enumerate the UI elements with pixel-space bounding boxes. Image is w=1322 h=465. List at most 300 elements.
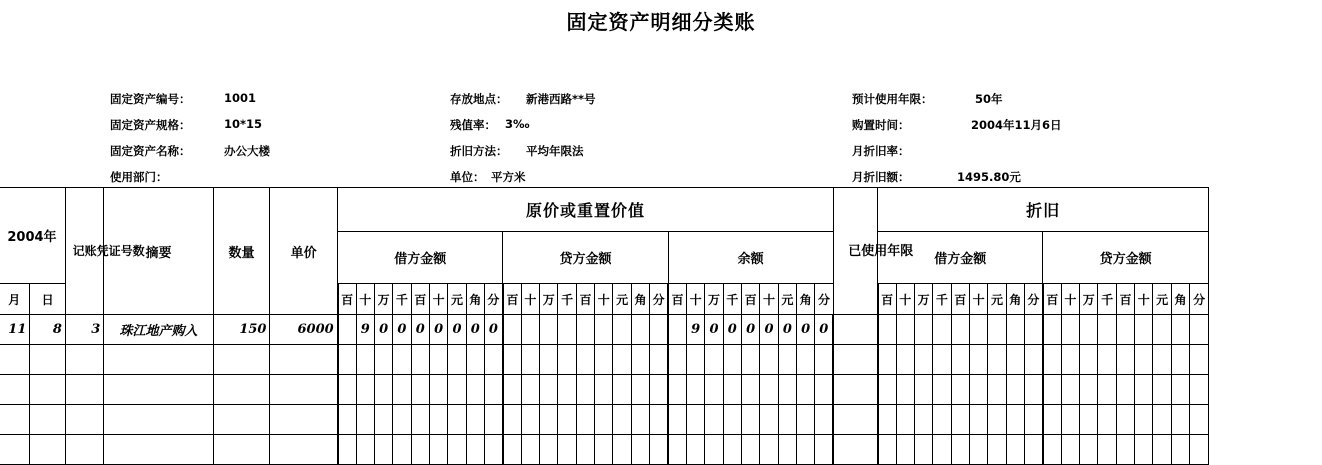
used-years-cell — [833, 435, 877, 465]
voucher-header: 记账凭证号数 — [65, 188, 103, 315]
dep-credit-digit-cell — [1135, 405, 1153, 435]
orig-balance-digit-6: 元 — [778, 284, 796, 315]
orig-balance-digit-cell — [797, 435, 815, 465]
dep-credit-digit-cell — [1043, 315, 1061, 345]
orig-balance-digit-cell: 0 — [815, 315, 833, 345]
monthly-dep-value: 1495.80元 — [957, 170, 1021, 184]
dep-debit-digit-cell — [988, 405, 1006, 435]
voucher-cell — [65, 435, 103, 465]
dep-credit-digit-cell — [1061, 435, 1079, 465]
orig-credit-digit-cell — [650, 405, 668, 435]
dep-credit-digit-cell — [1153, 405, 1171, 435]
unit-value: 平方米 — [491, 170, 526, 184]
life-label: 预计使用年限： — [852, 92, 933, 106]
qty-header: 数量 — [213, 188, 270, 315]
dep-debit-digit-cell — [988, 435, 1006, 465]
day-cell: 8 — [30, 315, 66, 345]
dep-debit-digit-cell — [896, 405, 914, 435]
dep-credit-digit-8: 分 — [1190, 284, 1209, 315]
orig-credit-digit-cell — [595, 435, 613, 465]
dep-credit-digit-cell — [1043, 405, 1061, 435]
orig-debit-digit-4: 百 — [411, 284, 429, 315]
orig-balance-digit-cell — [668, 375, 686, 405]
dep-debit-digit-cell — [914, 435, 932, 465]
orig-credit-digit-cell — [576, 405, 594, 435]
dep-credit-digit-cell — [1153, 345, 1171, 375]
dep-credit-digit-cell — [1043, 375, 1061, 405]
orig-debit-digit-cell — [411, 405, 429, 435]
orig-debit-digit-cell: 0 — [393, 315, 411, 345]
orig-debit-digit-cell — [429, 345, 447, 375]
orig-credit-digit-cell — [576, 435, 594, 465]
orig-debit-digit-cell — [393, 345, 411, 375]
orig-credit-digit-cell — [503, 375, 521, 405]
orig-credit-digit-cell — [650, 375, 668, 405]
orig-balance-digit-cell — [815, 345, 833, 375]
dep-credit-digit-cell — [1098, 315, 1116, 345]
orig-debit-digit-cell — [356, 435, 374, 465]
orig-credit-digit-cell — [631, 435, 649, 465]
qty-cell: 150 — [213, 315, 270, 345]
orig-balance-digit-5: 十 — [760, 284, 778, 315]
orig-credit-digit-cell — [521, 375, 539, 405]
dep-credit-digit-cell — [1135, 345, 1153, 375]
orig-debit-digit-cell — [393, 435, 411, 465]
orig-balance-digit-cell: 0 — [723, 315, 741, 345]
dep-credit-digit-2: 万 — [1080, 284, 1098, 315]
table-row — [0, 405, 1209, 435]
orig-balance-digit-cell — [778, 345, 796, 375]
orig-credit-digit-cell — [595, 315, 613, 345]
year-header: 2004年 — [0, 188, 65, 284]
orig-balance-digit-cell: 0 — [705, 315, 723, 345]
orig-balance-digit-cell — [778, 435, 796, 465]
month-cell — [0, 435, 30, 465]
dep-debit-digit-cell — [933, 405, 951, 435]
dep-credit-digit-3: 千 — [1098, 284, 1116, 315]
day-header: 日 — [30, 284, 66, 315]
orig-debit-digit-cell — [356, 345, 374, 375]
orig-balance-digit-cell: 9 — [686, 315, 704, 345]
dep-debit-digit-cell — [1024, 435, 1042, 465]
orig-balance-digit-cell — [723, 435, 741, 465]
orig-credit-digit-cell — [540, 345, 558, 375]
dep-credit-digit-cell — [1043, 435, 1061, 465]
month-cell — [0, 405, 30, 435]
orig-debit-digit-cell: 9 — [356, 315, 374, 345]
dep-debit-digit-cell — [896, 345, 914, 375]
asset-no-value: 1001 — [224, 91, 257, 105]
orig-credit-digit-1: 十 — [521, 284, 539, 315]
orig-debit-digit-cell — [338, 315, 356, 345]
orig-balance-digit-cell — [686, 405, 704, 435]
orig-credit-digit-cell — [595, 375, 613, 405]
orig-balance-digit-8: 分 — [815, 284, 833, 315]
orig-credit-digit-0: 百 — [503, 284, 521, 315]
orig-balance-digit-2: 万 — [705, 284, 723, 315]
orig-debit-digit-cell — [448, 405, 466, 435]
orig-debit-digit-cell — [466, 375, 484, 405]
orig-debit-digit-cell — [338, 435, 356, 465]
orig-credit-digit-cell — [503, 345, 521, 375]
asset-name-label: 固定资产名称： — [110, 144, 191, 158]
orig-balance-digit-cell: 0 — [778, 315, 796, 345]
dep-debit-digit-cell — [1024, 405, 1042, 435]
table-row — [0, 345, 1209, 375]
orig-credit-digit-cell — [631, 315, 649, 345]
orig-debit-digit-cell: 0 — [484, 315, 502, 345]
asset-name-value: 办公大楼 — [224, 144, 270, 158]
orig-balance-digit-cell — [705, 375, 723, 405]
dep-credit-digit-5: 十 — [1135, 284, 1153, 315]
orig-credit-digit-8: 分 — [650, 284, 668, 315]
orig-debit-digit-cell — [429, 435, 447, 465]
orig-credit-digit-cell — [558, 405, 576, 435]
dep-debit-digit-cell — [969, 375, 987, 405]
orig-credit-digit-cell — [613, 435, 631, 465]
orig-debit-digit-cell: 0 — [411, 315, 429, 345]
orig-balance-digit-cell — [723, 345, 741, 375]
dep-credit-digit-1: 十 — [1061, 284, 1079, 315]
orig-balance-digit-cell — [760, 375, 778, 405]
dep-debit-digit-cell — [878, 405, 896, 435]
dep-debit-digit-cell — [914, 375, 932, 405]
method-value: 平均年限法 — [526, 144, 584, 158]
month-header: 月 — [0, 284, 30, 315]
orig-debit-digit-cell — [338, 375, 356, 405]
price-cell: 6000 — [270, 315, 338, 345]
voucher-cell — [65, 345, 103, 375]
orig-balance-digit-cell — [815, 375, 833, 405]
orig-credit-digit-cell — [503, 405, 521, 435]
orig-debit-digit-cell — [374, 405, 392, 435]
dep-debit-digit-cell — [988, 375, 1006, 405]
summary-cell: 珠江地产购入 — [104, 315, 213, 345]
orig-balance-digit-cell — [741, 405, 759, 435]
orig-balance-digit-3: 千 — [723, 284, 741, 315]
orig-balance-digit-cell — [797, 375, 815, 405]
month-cell — [0, 345, 30, 375]
dep-debit-digit-cell — [1006, 345, 1024, 375]
dep-debit-digit-6: 元 — [988, 284, 1006, 315]
orig-credit-digit-cell — [503, 315, 521, 345]
asset-no-label: 固定资产编号： — [110, 92, 191, 106]
summary-cell — [104, 435, 213, 465]
orig-balance-digit-cell — [741, 435, 759, 465]
dep-debit-digit-cell — [988, 315, 1006, 345]
orig-balance-digit-cell — [723, 405, 741, 435]
dep-debit-digit-cell — [951, 375, 969, 405]
orig-balance-digit-cell: 0 — [760, 315, 778, 345]
dep-debit-digit-cell — [969, 435, 987, 465]
dep-debit-digit-cell — [1024, 315, 1042, 345]
orig-debit-digit-cell — [466, 345, 484, 375]
dep-credit-digit-cell — [1116, 315, 1134, 345]
dep-credit-digit-cell — [1135, 375, 1153, 405]
dep-credit-digit-cell — [1080, 315, 1098, 345]
dep-credit-digit-cell — [1116, 435, 1134, 465]
orig-balance-digit-7: 角 — [797, 284, 815, 315]
orig-debit-digit-3: 千 — [393, 284, 411, 315]
orig-balance-digit-cell — [815, 405, 833, 435]
orig-credit-digit-cell — [631, 405, 649, 435]
orig-debit-digit-cell: 0 — [429, 315, 447, 345]
orig-debit-digit-cell — [411, 375, 429, 405]
dep-debit-digit-cell — [933, 315, 951, 345]
dep-debit-digit-cell — [896, 315, 914, 345]
orig-debit-digit-0: 百 — [338, 284, 356, 315]
table-row — [0, 435, 1209, 465]
dep-debit-digit-4: 百 — [951, 284, 969, 315]
orig-credit-digit-cell — [576, 345, 594, 375]
orig-debit-digit-2: 万 — [374, 284, 392, 315]
purchase-label: 购置时间： — [852, 118, 910, 132]
summary-cell — [104, 405, 213, 435]
orig-balance-digit-cell — [778, 405, 796, 435]
orig-debit-digit-cell — [429, 405, 447, 435]
dep-debit-digit-cell — [1006, 435, 1024, 465]
dep-debit-digit-7: 角 — [1006, 284, 1024, 315]
orig-balance-header: 余额 — [668, 232, 833, 284]
dep-credit-digit-cell — [1061, 375, 1079, 405]
page-title: 固定资产明细分类账 — [566, 10, 756, 34]
dep-credit-digit-4: 百 — [1116, 284, 1134, 315]
orig-credit-digit-cell — [595, 405, 613, 435]
dep-debit-digit-cell — [878, 435, 896, 465]
dep-credit-digit-cell — [1043, 345, 1061, 375]
dep-credit-digit-cell — [1080, 375, 1098, 405]
orig-debit-header: 借方金额 — [338, 232, 503, 284]
qty-cell — [213, 375, 270, 405]
price-cell — [270, 375, 338, 405]
price-header: 单价 — [270, 188, 338, 315]
unit-label: 单位： — [450, 170, 485, 184]
orig-balance-digit-cell: 0 — [741, 315, 759, 345]
dep-credit-digit-cell — [1190, 405, 1209, 435]
orig-debit-digit-cell — [448, 435, 466, 465]
month-cell — [0, 375, 30, 405]
orig-credit-digit-cell — [613, 375, 631, 405]
orig-debit-digit-cell — [356, 375, 374, 405]
orig-debit-digit-cell — [484, 435, 502, 465]
dep-debit-digit-cell — [951, 345, 969, 375]
dep-credit-digit-cell — [1135, 315, 1153, 345]
day-cell — [30, 435, 66, 465]
dep-debit-digit-cell — [1024, 375, 1042, 405]
table-row — [0, 315, 1209, 345]
orig-debit-digit-cell — [484, 345, 502, 375]
dep-credit-header: 贷方金额 — [1043, 232, 1209, 284]
dep-debit-digit-1: 十 — [896, 284, 914, 315]
orig-credit-digit-cell — [613, 345, 631, 375]
orig-debit-digit-8: 分 — [484, 284, 502, 315]
orig-credit-digit-cell — [521, 315, 539, 345]
orig-balance-digit-cell — [797, 405, 815, 435]
qty-cell — [213, 405, 270, 435]
dep-credit-digit-cell — [1061, 315, 1079, 345]
monthly-dep-label: 月折旧额： — [852, 170, 910, 184]
orig-credit-digit-cell — [521, 405, 539, 435]
orig-credit-digit-cell — [576, 315, 594, 345]
dep-credit-digit-cell — [1171, 375, 1189, 405]
dep-debit-digit-cell — [878, 345, 896, 375]
dep-credit-digit-cell — [1190, 315, 1209, 345]
orig-credit-digit-cell — [631, 375, 649, 405]
dep-debit-digit-cell — [969, 405, 987, 435]
dep-debit-digit-cell — [896, 435, 914, 465]
dep-credit-digit-cell — [1080, 345, 1098, 375]
dep-debit-digit-8: 分 — [1024, 284, 1042, 315]
dep-debit-digit-cell — [914, 315, 932, 345]
orig-credit-digit-cell — [650, 315, 668, 345]
orig-balance-digit-cell — [668, 345, 686, 375]
dep-debit-digit-2: 万 — [914, 284, 932, 315]
orig-balance-digit-cell — [760, 405, 778, 435]
location-label: 存放地点： — [450, 92, 508, 106]
location-value: 新港西路**号 — [526, 92, 596, 106]
spec-value: 10*15 — [224, 117, 263, 131]
voucher-cell — [65, 375, 103, 405]
dep-credit-digit-6: 元 — [1153, 284, 1171, 315]
orig-balance-digit-cell — [686, 435, 704, 465]
voucher-cell — [65, 405, 103, 435]
dept-label: 使用部门： — [110, 170, 168, 184]
spec-label: 固定资产规格： — [110, 118, 191, 132]
orig-credit-digit-cell — [540, 375, 558, 405]
dep-debit-digit-cell — [951, 405, 969, 435]
orig-debit-digit-1: 十 — [356, 284, 374, 315]
dep-credit-digit-cell — [1190, 435, 1209, 465]
orig-debit-digit-cell — [374, 435, 392, 465]
orig-credit-digit-cell — [558, 375, 576, 405]
orig-balance-digit-cell — [760, 345, 778, 375]
used-years-cell — [833, 315, 877, 345]
dep-debit-digit-cell — [878, 375, 896, 405]
dep-debit-digit-cell — [969, 345, 987, 375]
orig-balance-digit-cell — [723, 375, 741, 405]
dep-debit-digit-cell — [914, 405, 932, 435]
dep-credit-digit-cell — [1135, 435, 1153, 465]
method-label: 折旧方法： — [450, 144, 508, 158]
orig-debit-digit-cell — [484, 375, 502, 405]
orig-credit-digit-cell — [631, 345, 649, 375]
dep-credit-digit-cell — [1116, 405, 1134, 435]
orig-credit-digit-cell — [558, 345, 576, 375]
purchase-value: 2004年11月6日 — [971, 118, 1062, 132]
summary-header: 摘要 — [104, 188, 213, 315]
dep-credit-digit-cell — [1190, 345, 1209, 375]
orig-credit-digit-cell — [503, 435, 521, 465]
orig-debit-digit-cell — [484, 405, 502, 435]
dep-credit-digit-cell — [1098, 345, 1116, 375]
orig-credit-digit-cell — [650, 435, 668, 465]
orig-debit-digit-cell — [374, 345, 392, 375]
dep-credit-digit-cell — [1098, 375, 1116, 405]
dep-credit-digit-cell — [1153, 435, 1171, 465]
orig-credit-digit-cell — [613, 405, 631, 435]
dep-credit-digit-cell — [1080, 405, 1098, 435]
orig-balance-digit-cell — [778, 375, 796, 405]
orig-credit-digit-cell — [540, 315, 558, 345]
orig-debit-digit-cell — [374, 375, 392, 405]
used-years-cell — [833, 345, 877, 375]
summary-cell — [104, 375, 213, 405]
dep-debit-digit-cell — [933, 375, 951, 405]
orig-credit-digit-cell — [595, 345, 613, 375]
used-years-cell — [833, 405, 877, 435]
dep-credit-digit-cell — [1098, 435, 1116, 465]
qty-cell — [213, 435, 270, 465]
orig-balance-digit-cell — [741, 345, 759, 375]
price-cell — [270, 405, 338, 435]
dep-credit-digit-cell — [1061, 405, 1079, 435]
orig-debit-digit-7: 角 — [466, 284, 484, 315]
orig-balance-digit-cell — [668, 405, 686, 435]
orig-debit-digit-cell: 0 — [448, 315, 466, 345]
orig-balance-digit-cell — [705, 345, 723, 375]
orig-debit-digit-cell — [448, 345, 466, 375]
orig-balance-digit-4: 百 — [741, 284, 759, 315]
dep-credit-digit-cell — [1171, 345, 1189, 375]
orig-balance-digit-cell — [741, 375, 759, 405]
orig-debit-digit-cell — [466, 405, 484, 435]
orig-debit-digit-cell — [448, 375, 466, 405]
dep-credit-digit-cell — [1171, 435, 1189, 465]
orig-credit-header: 贷方金额 — [503, 232, 668, 284]
orig-credit-digit-cell — [521, 345, 539, 375]
orig-debit-digit-cell — [393, 405, 411, 435]
orig-debit-digit-cell — [429, 375, 447, 405]
orig-debit-digit-cell — [411, 435, 429, 465]
dep-credit-digit-cell — [1061, 345, 1079, 375]
orig-balance-digit-cell — [815, 435, 833, 465]
orig-debit-digit-5: 十 — [429, 284, 447, 315]
dep-debit-digit-cell — [933, 435, 951, 465]
dep-credit-digit-cell — [1116, 345, 1134, 375]
monthly-rate-label: 月折旧率： — [852, 144, 910, 158]
life-value: 50年 — [975, 92, 1003, 106]
orig-debit-digit-cell — [338, 345, 356, 375]
orig-balance-digit-cell — [668, 315, 686, 345]
orig-balance-digit-cell — [705, 435, 723, 465]
voucher-cell: 3 — [65, 315, 103, 345]
qty-cell — [213, 345, 270, 375]
orig-credit-digit-cell — [558, 435, 576, 465]
dep-debit-digit-cell — [1006, 375, 1024, 405]
orig-credit-digit-3: 千 — [558, 284, 576, 315]
dep-credit-digit-cell — [1171, 315, 1189, 345]
orig-debit-digit-6: 元 — [448, 284, 466, 315]
dep-debit-digit-cell — [951, 315, 969, 345]
orig-balance-digit-0: 百 — [668, 284, 686, 315]
dep-debit-digit-cell — [896, 375, 914, 405]
orig-balance-digit-cell — [686, 375, 704, 405]
orig-balance-digit-cell — [797, 345, 815, 375]
orig-balance-digit-cell — [686, 345, 704, 375]
dep-debit-digit-3: 千 — [933, 284, 951, 315]
orig-balance-digit-1: 十 — [686, 284, 704, 315]
dep-credit-digit-cell — [1116, 375, 1134, 405]
orig-balance-digit-cell — [668, 435, 686, 465]
orig-debit-digit-cell: 0 — [374, 315, 392, 345]
dep-debit-digit-cell — [1006, 315, 1024, 345]
orig-credit-digit-cell — [521, 435, 539, 465]
dep-credit-digit-cell — [1190, 375, 1209, 405]
dep-credit-digit-cell — [1153, 315, 1171, 345]
month-cell: 11 — [0, 315, 30, 345]
dep-debit-digit-cell — [951, 435, 969, 465]
dep-credit-digit-0: 百 — [1043, 284, 1061, 315]
